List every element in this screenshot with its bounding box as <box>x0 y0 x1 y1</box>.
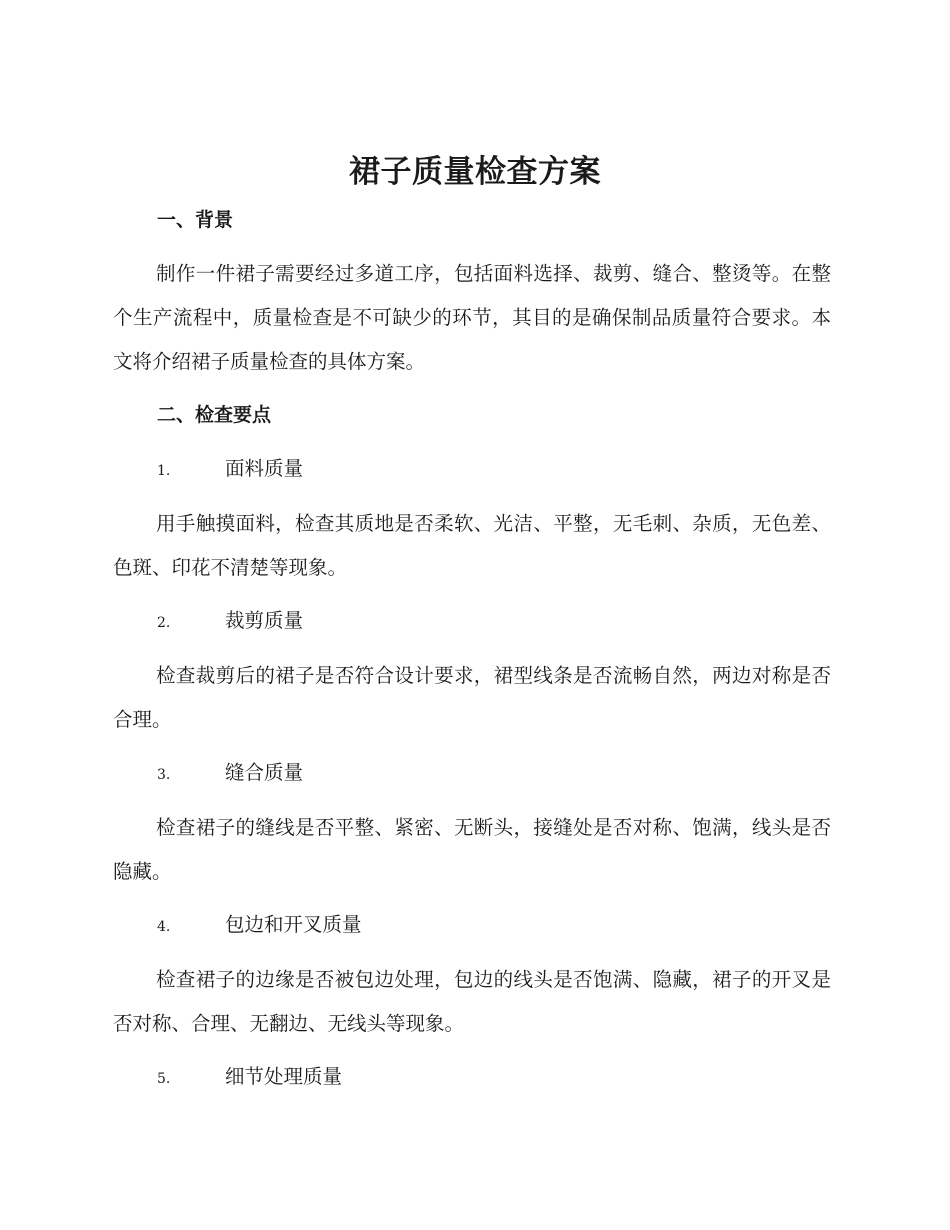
list-item <box>157 759 303 789</box>
list-item-number: 4. <box>157 919 171 935</box>
list-item-label: 裁剪质量 <box>225 609 304 632</box>
list-item-number: 1. <box>157 463 171 479</box>
fabric-quality-paragraph: 用手触摸面料，检查其质地是否柔软、光洁、平整，无毛刺、杂质，无色差、色斑、印花不清楚等现象。 <box>113 512 831 579</box>
list-item-label: 包边和开叉质量 <box>225 913 362 936</box>
list-item-number: 3. <box>157 767 171 783</box>
cutting-quality-paragraph: 检查裁剪后的裙子是否符合设计要求，裙型线条是否流畅自然，两边对称是否合理。 <box>113 664 831 731</box>
list-item-label: 面料质量 <box>225 457 304 480</box>
list-item <box>157 607 303 637</box>
background-paragraph: 制作一件裙子需要经过多道工序，包括面料选择、裁剪、缝合、整烫等。在整个生产流程中，质量检查是不可缺少的环节，其目的是确保制品质量符合要求。本文将介绍裙子质量检查的具体方案。 <box>113 262 831 373</box>
list-item-number: 5. <box>157 1071 171 1087</box>
hemming-slit-quality-paragraph: 检查裙子的边缘是否被包边处理，包边的线头是否饱满、隐藏，裙子的开叉是否对称、合理、无翻边、无线头等现象。 <box>113 968 831 1035</box>
list-item-number: 2. <box>157 615 171 631</box>
list-item <box>157 1063 342 1093</box>
list-item-label: 缝合质量 <box>225 761 304 784</box>
sewing-quality-paragraph: 检查裙子的缝线是否平整、紧密、无断头，接缝处是否对称、饱满，线头是否隐藏。 <box>113 816 831 883</box>
section-heading-background: 一、背景 <box>157 209 234 231</box>
list-item <box>157 455 303 485</box>
list-item <box>157 911 362 941</box>
document-title: 裙子质量检查方案 <box>349 154 601 190</box>
list-item-label: 细节处理质量 <box>225 1065 343 1088</box>
section-heading-inspection-points: 二、检查要点 <box>157 404 272 426</box>
